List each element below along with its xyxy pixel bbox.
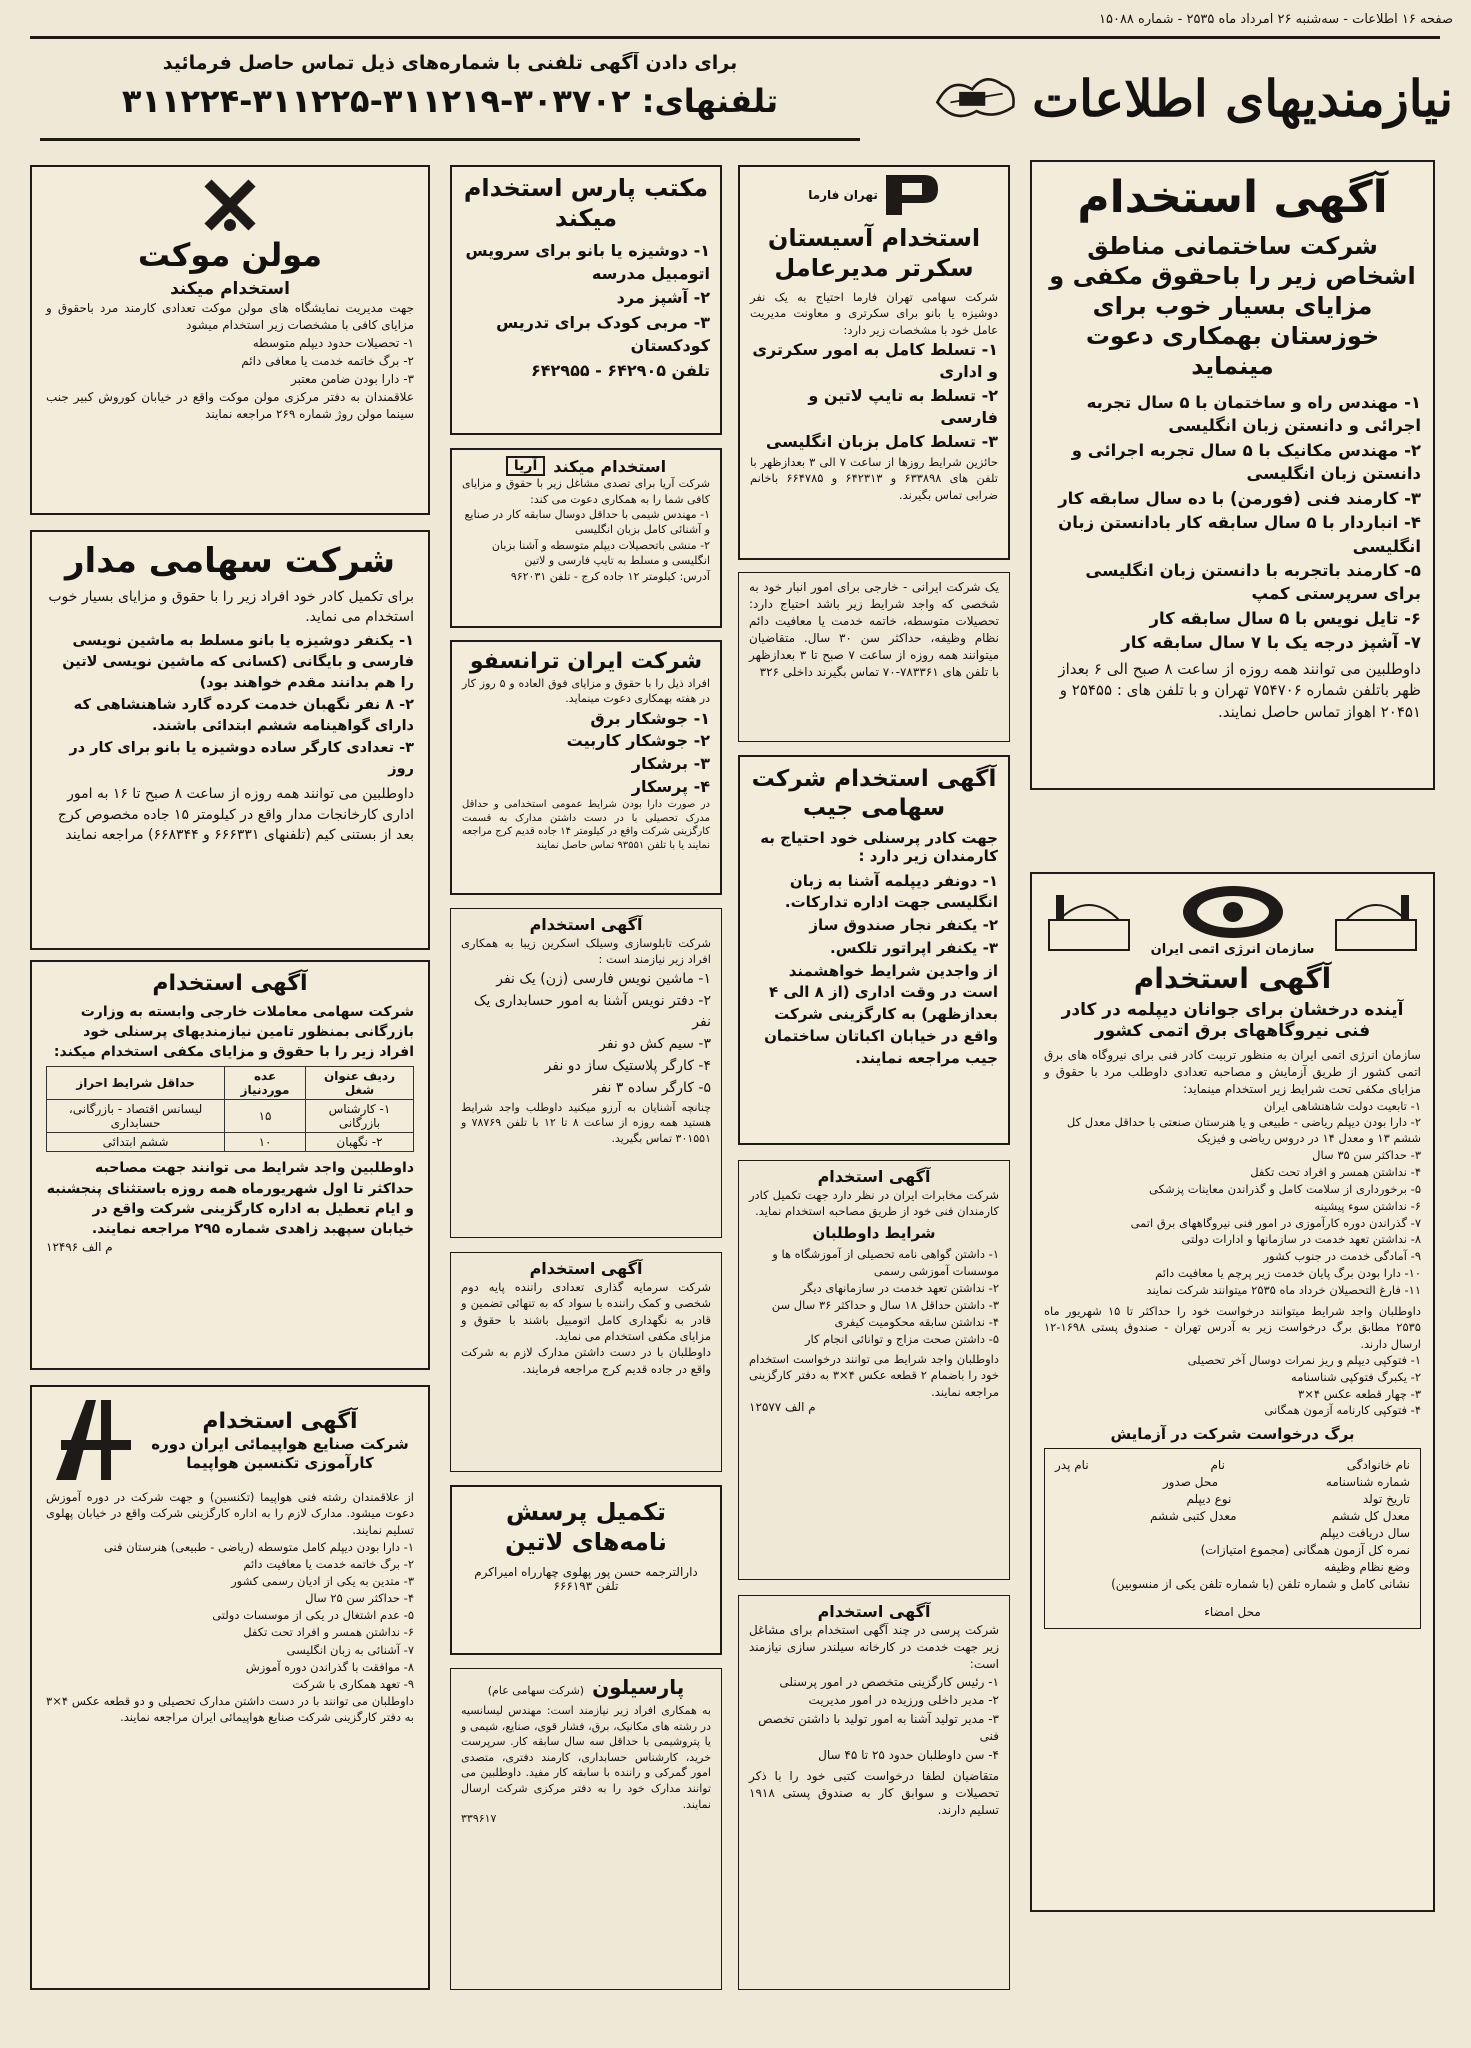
ad-madar-contact: داوطلبین می توانند همه روزه از ساعت ۸ صبح تا ۱۶ به امور اداری کارخانجات مدار واقع در کیلومتر ۱۵ جاده مخصوص کرج بعد از بستنی کیم (تلفنهای ۶۶۶۳۳۱ و ۶۶۸۳۴۴) مراجعه نمایند [57, 786, 414, 843]
list-item: ۱- دارا بودن دیپلم کامل متوسطه (ریاضی - طبیعی) هنرستان فنی [103, 1539, 414, 1554]
ad-khuzestan-contact: داوطلبین می توانند همه روزه از ساعت ۸ صبح الی ۶ بعداز ظهر باتلفن شماره ۷۵۴۷۰۶ تهران و با تلفن های : ۲۵۴۵۵ و ۲۰۴۵۱ اهواز تماس حاصل نمایند. [1058, 659, 1421, 722]
list-item: ۴- نداشتن سابقه محکومیت کیفری [834, 1314, 999, 1329]
farma-logo-icon [884, 173, 940, 217]
list-item: ۳- تسلط کامل بزبان انگلیسی [765, 431, 998, 451]
list-item: ۳- چهار قطعه عکس ۴×۳ [1298, 1386, 1421, 1401]
ad-mokhaberat-cond-title: شرایط داوطلبان [812, 1223, 936, 1242]
list-item: ۳- متدین به یکی از ادیان رسمی کشور [231, 1574, 414, 1589]
ad-latin [450, 1485, 722, 1655]
masthead [933, 48, 1453, 148]
ad-mokhaberat-contact: داوطلبان واجد شرایط می توانند درخواست استخدام خود را باضمام ۲ قطعه عکس ۴×۳ به دفتر کارگزینی مراجعه نمایند. [749, 1351, 999, 1399]
ad-havapeyma-list [46, 1539, 414, 1692]
ad-molen-brand: مولن موکت [137, 236, 323, 274]
phone-line [40, 82, 860, 120]
list-item: ۲- یکنفر نجار صندوق ساز [809, 916, 998, 934]
list-item: ۴- انباردار با ۵ سال سابقه کار بادانستن زبان انگلیسی [1058, 513, 1421, 556]
ad-atomic-docs [1044, 1353, 1421, 1419]
list-item: ۲- یکبرگ فتوکپی شناسنامه [1291, 1369, 1421, 1384]
list-item: ۲- دارا بودن دیپلم ریاضی - طبیعی و یا هنرستان صنعتی با حداقل معدل کل ششم ۱۳ و معدل ۱۴ در دروس ریاضی و فیزیک [1066, 1115, 1421, 1146]
ad-ranande-contact: داوطلبان با در دست داشتن مدارک لازم به شرکت واقع در جاده قدیم کرج مراجعه فرمایند. [461, 1345, 711, 1376]
ad-persi-contact: متقاضیان لطفا درخواست کتبی خود را با ذکر تحصیلات و سوابق کار به صندوق پستی ۱۹۱۸ تسلیم دارند. [749, 1769, 999, 1818]
ad-tamin-title: آگهی استخدام [152, 971, 308, 996]
list-item: ۲- آشپز مرد [616, 288, 710, 308]
ad-tamin [30, 960, 430, 1370]
reactor-building-icon [1331, 885, 1421, 955]
reactor-building-icon [1044, 885, 1134, 955]
form-row: شماره شناسنامه محل صدور [1162, 1475, 1410, 1490]
list-item: ۹- تعهد همکاری با شرکت [292, 1676, 414, 1691]
list-item: ۳- سیم کش دو نفر [599, 1035, 711, 1052]
ad-mokhaberat [738, 1160, 1010, 1580]
ad-contact-note: برای دادن آگهی تلفنی با شماره‌های ذیل تماس حاصل فرمائید [162, 52, 738, 74]
ad-jib-intro: جهت کادر پرسنلی خود احتیاج به کارمندان زیر دارد : [760, 828, 998, 865]
list-item: ۲- جوشکار کاربیت [566, 731, 710, 751]
ad-madar-title: شرکت سهامی مدار [64, 541, 396, 581]
form-row: نمره کل آزمون همگانی (مجموع امتیازات) [1200, 1543, 1410, 1558]
list-item: ۲- مهندس مکانیک با ۵ سال تجربه اجرائی و دانستن زبان انگلیسی [1071, 440, 1421, 484]
atomic-logo-icon [1178, 882, 1288, 942]
list-item: ۲- مدیر داخلی ورزیده در امور مدیریت [808, 1693, 999, 1708]
ad-arya-list [462, 508, 710, 568]
list-item: ۴- حداکثر سن ۲۵ سال [305, 1591, 414, 1606]
form-row: سال دریافت دیپلم [1320, 1526, 1410, 1541]
list-item: ۵- کارمند باتجربه با دانستن زبان انگلیسی برای سرپرستی کمپ [1085, 560, 1421, 604]
ad-latin-title: تکمیل پرسش نامه‌های لاتین [505, 1498, 667, 1556]
ad-transfo-intro: افراد ذیل را با حقوق و مزایای فوق العاده و ۵ روز کار در هفته بهمکاری دعوت مینماید. [462, 676, 710, 706]
ad-madar-list [46, 631, 414, 780]
form-row: محل امضاء [1204, 1605, 1261, 1620]
list-item: ۹- آمادگی خدمت در جنوب کشور [1263, 1249, 1421, 1264]
list-item: ۳- کارمند فنی (فورمن) با ده سال سابقه کار [1058, 488, 1421, 508]
form-row: نام خانوادگی نام نام پدر [1055, 1458, 1410, 1473]
aircraft-industries-logo-icon [46, 1395, 136, 1485]
ad-transfo [450, 640, 722, 895]
ad-parsilon-ref: ۳۳۹۶۱۷ [461, 1812, 497, 1826]
list-item: ۷- آشپز درجه یک با ۷ سال سابقه کار [1121, 633, 1421, 653]
ad-transfo-contact: در صورت دارا بودن شرایط عمومی استخدامی و حداقل مدرک تحصیلی با در دست داشتن مدارک به قسمت کارگزینی شرکت واقع در کیلومتر ۱۴ جاده قدیم کرج مراجعه نمایند یا با تلفن ۹۳۵۵۱ تماس حاصل نمایند [462, 799, 711, 851]
ad-ranande-title: آگهی استخدام [529, 1259, 643, 1278]
ad-tabloo-intro: شرکت تابلوسازی وسیلک اسکرین زیبا به همکاری افراد زیر نیازمند است : [461, 936, 711, 967]
list-item: ۱- تسلط کامل به امور سکرتری و اداری [752, 339, 998, 382]
ad-molen-title: استخدام میکند [170, 279, 290, 299]
list-item: ۱۱- فارغ التحصیلان خرداد ماه ۲۵۳۵ میتوانند شرکت نمایند [1146, 1283, 1421, 1298]
list-item: ۱- دوشیزه یا بانو برای سرویس اتومبیل مدرسه [465, 241, 710, 284]
list-item: ۷- آشنائی به زبان انگلیسی [286, 1642, 414, 1657]
list-item: ۱- ماشین نویس فارسی (زن) یک نفر [496, 970, 711, 987]
header-bottom-rule [40, 138, 860, 141]
ad-arya-intro: شرکت آریا برای تصدی مشاغل زیر با حقوق و مزایای کافی شما را به همکاری دعوت می کند: [462, 477, 710, 506]
list-item: ۸- موافقت با گذراندن دوره آموزش [245, 1659, 414, 1674]
ad-atomic-form-title: برگ درخواست شرکت در آزمایش [1110, 1425, 1355, 1444]
ad-atomic-title: آگهی استخدام [1133, 962, 1332, 995]
ad-molen-list [46, 335, 414, 387]
list-item: ۶- نداشتن همسر و افراد تحت تکفل [243, 1625, 414, 1640]
list-item: ۵- برخورداری از سلامت کامل و گذراندن معاینات پزشکی [1149, 1181, 1421, 1196]
list-item: ۱- داشتن گواهی نامه تحصیلی از آموزشگاه ها و موسسات آموزشی رسمی [772, 1247, 999, 1278]
ad-mokhaberat-list [749, 1246, 999, 1347]
ad-tamin-ref: م الف ۱۲۴۹۶ [46, 1239, 113, 1254]
list-item: ۵- کارگر ساده ۳ نفر [592, 1079, 711, 1096]
ad-parsilon-title: پارسیلون [592, 1675, 685, 1699]
ad-tamin-intro: شرکت سهامی معاملات خارجی وابسته به وزارت بازرگانی بمنظور تامین نیازمندیهای پرسنلی خود افراد زیر را با حقوق و مزایای مکفی استخدام میکند: [53, 1003, 414, 1061]
list-item: ۴- نداشتن همسر و افراد تحت تکفل [1250, 1165, 1421, 1180]
ad-persi-intro: شرکت پرسی در چند آگهی استخدام برای مشاغل زیر جهت خدمت در کارخانه سیلندر سازی نیازمند است: [749, 1623, 999, 1672]
ad-ranande-intro: شرکت سرمایه گذاری تعدادی راننده پایه دوم شخصی و کمک راننده با سواد که به تنهائی تضمین و قادر به نگهداری کامل اتومبیل باشند با حقوق و مزایای مکفی استخدام می نماید. [461, 1280, 711, 1343]
list-item: ۵- داشتن صحت مزاج و توانائی انجام کار [804, 1331, 999, 1346]
ad-transfo-title: شرکت ایران ترانسفو [469, 649, 703, 674]
ad-havapeyma-intro: از علاقمندان رشته فنی هواپیما (تکنسین) و جهت شرکت در دوره آموزش دعوت میشود. مدارک لازم را به اداره کارگزینی شرکت واقع در خیابان پهلوی تسلیم نمایند. [46, 1490, 414, 1537]
list-item: ۲- ۸ نفر نگهبان خدمت کرده گارد شاهنشاهی که دارای گواهینامه ششم ابتدائی باشند. [73, 697, 414, 735]
ad-farma [738, 165, 1010, 560]
ad-khuzestan [1030, 160, 1435, 790]
list-item: ۳- مدیر تولید آشنا به امور تولید با داشتن تخصص فنی [758, 1711, 999, 1744]
list-item: ۳- برشکار [631, 753, 710, 773]
ad-jib-list [750, 871, 998, 960]
ad-molen [30, 165, 430, 515]
ad-persi-list [749, 1674, 999, 1764]
list-item: ۱- یکنفر دوشیزه یا بانو مسلط به ماشین نویسی فارسی و بایگانی (کسانی که ماشین نویسی لاتین را هم بدانند مقدم خواهند بود) [62, 633, 414, 692]
list-item: ۱- تحصیلات حدود دیپلم متوسطه [252, 336, 414, 351]
ad-havapeyma [30, 1385, 430, 1990]
list-item: ۸- نداشتن تعهد خدمت در سازمانها و ادارات دولتی [1181, 1232, 1421, 1247]
ad-arya [450, 448, 722, 628]
ad-mokhaberat-intro: شرکت مخابرات ایران در نظر دارد جهت تکمیل کادر کارمندان فنی خود از طریق مصاحبه استخدام نماید. [749, 1188, 999, 1219]
ad-maktab-list [462, 239, 710, 357]
ad-tamin-contact: داوطلبین واجد شرایط می توانند جهت مصاحبه حداکثر تا اول شهریورماه همه روزه باستثنای پنجشنبه و ایام تعطیل به اداره کارگزینی شرکت واقع در خیابان سپهبد زاهدی شماره ۲۹۵ مراجعه نمایند. [46, 1160, 414, 1238]
list-item: ۱- رئیس کارگزینی متخصص در امور پرسنلی [779, 1675, 999, 1690]
list-item: ۵- عدم اشتغال در یکی از موسسات دولتی [212, 1608, 414, 1623]
ad-mokhaberat-ref: م الف ۱۲۵۷۷ [749, 1399, 816, 1414]
form-row: معدل کل ششم معدل کتبی ششم [1150, 1509, 1410, 1524]
ad-farma-intro: شرکت سهامی تهران فارما احتیاج به یک نفر دوشیزه یا بانو برای سکرتری و معاونت مدیریت عامل خود با مشخصات زیر دارد: [750, 290, 998, 337]
ad-jib [738, 755, 1010, 1145]
form-row: نشانی کامل و شماره تلفن (با شماره تلفن یکی از منسوبین) [1111, 1577, 1410, 1592]
ad-maktab [450, 165, 722, 435]
ad-havapeyma-contact: داوطلبان می توانند با در دست داشتن مدارک تحصیلی و دو قطعه عکس ۴×۳ به دفتر کارگزینی شرکت صنایع هواپیمائی ایران مراجعه نمایند. [46, 1693, 414, 1725]
list-item: ۱- مهندس راه و ساختمان با ۵ سال تجربه اجرائی و دانستن زبان انگلیسی [1086, 393, 1421, 436]
ad-parsilon-text: به همکاری افراد زیر نیازمند است: مهندس لیسانسیه در رشته های مکانیک، برق، فشار قوی، صنایع، شیمی و یا پتروشیمی با حداقل سه سال سابقه کار. سرپرست خرید، کارشناس حسابداری، کارمند دفتری، متصدی امور گمرکی و راننده با سابقه کار مفید. داوطلبین می توانند مدارک خود را به دفتر مرکزی شرکت ارسال نمایند. [461, 1704, 711, 1811]
list-item: ۴- سن داوطلبان حدود ۲۵ تا ۴۵ سال [818, 1747, 999, 1762]
ad-maktab-title: مکتب پارس استخدام میکند [463, 174, 709, 232]
ad-havapeyma-title: آگهی استخدام [202, 1408, 358, 1434]
list-item: ۴- کارگر پلاستیک ساز دو نفر [544, 1057, 711, 1074]
list-item: ۱- مهندس شیمی با حداقل دوسال سابقه کار در صنایع و آشنائی کامل بزبان انگلیسی [464, 508, 710, 537]
list-item: ۳- تعدادی کارگر ساده دوشیزه یا بانو برای کار در روز [69, 740, 414, 778]
ad-persi-title: آگهی استخدام [817, 1602, 931, 1621]
ad-tabloo-list [461, 969, 711, 1099]
ad-madar-intro: برای تکمیل کادر خود افراد زیر را با حقوق و مزایای بسیار خوب استخدام می نماید. [48, 588, 414, 625]
ad-farma-contact: حائزین شرایط روزها از ساعت ۷ الی ۳ بعدازظهر با تلفن های ۶۳۳۸۹۸ و ۶۴۲۳۱۳ و ۶۶۴۷۸۵ باخانم ضرابی تماس بگیرند. [750, 454, 999, 502]
list-item: ۱- جوشکار برق [590, 708, 710, 728]
ad-arya-contact: آدرس: کیلومتر ۱۲ جاده کرج - تلفن ۹۶۲۰۳۱ [510, 569, 710, 583]
ad-madar [30, 530, 430, 950]
list-item: ۱- فتوکپی دیپلم و ریز نمرات دوسال آخر تحصیلی [1187, 1352, 1421, 1367]
ad-tabloo-contact: چنانچه آشنایان به آرزو میکنید داوطلب واجد شرایط هستید همه روزه از ساعت ۸ تا ۱۲ با تلفن ۷۸۷۶۹ و ۳۰۱۵۵۱ تماس بگیرید. [461, 1100, 712, 1145]
form-row: وضع نظام وظیفه [1324, 1560, 1410, 1575]
ad-parsilon-subtitle: (شرکت سهامی عام) [487, 1684, 585, 1697]
masthead-emblem-icon [933, 63, 1020, 133]
ad-molen-contact: علاقمندان به دفتر مرکزی مولن موکت واقع در خیابان کوروش کبیر جنب سینما مولن روژ شماره ۲۶۹ مراجعه نمایند [46, 389, 414, 421]
list-item: ۲- برگ خاتمه خدمت یا معافی دائم [241, 354, 414, 369]
table-row: ۲- نگهبان ۱۰ ششم ابتدائی [47, 1133, 414, 1152]
list-item: ۶- نداشتن سوء پیشینه [1314, 1198, 1421, 1213]
list-item: ۲- برگ خاتمه خدمت یا معافیت دائم [243, 1557, 414, 1572]
ad-parsilon [450, 1668, 722, 1990]
list-item: ۲- منشی باتحصیلات دیپلم متوسطه و آشنا بزبان انگلیسی و مسلط به تایپ فارسی و لاتین [491, 538, 710, 567]
list-item: ۷- گذراندن دوره کارآموزی در امور فنی نیروگاههای برق اتمی [1130, 1215, 1421, 1230]
ad-persi [738, 1595, 1010, 1990]
atomic-logo-row [1044, 882, 1421, 957]
phones-numbers: ۳۰۳۷۰۲-۳۱۱۲۱۹-۳۱۱۲۲۵-۳۱۱۲۲۴ [121, 82, 631, 120]
masthead-title: نیازمندیهای اطلاعات [1032, 68, 1453, 128]
list-item: ۲- نداشتن تعهد خدمت در سازمانهای دیگر [800, 1280, 999, 1295]
ad-jib-title: آگهی استخدام شرکت سهامی جیب [751, 766, 997, 821]
ad-mokhaberat-title: آگهی استخدام [817, 1167, 931, 1186]
list-item: ۴- فتوکپی کارنامه آزمون همگانی [1264, 1403, 1421, 1418]
ad-ranande [450, 1252, 722, 1472]
ad-farma-list [750, 339, 998, 453]
table-header: ردیف عنوان شغل عده موردنیاز حداقل شرایط احراز [47, 1067, 414, 1100]
form-row: تاریخ تولد نوع دیپلم [1186, 1492, 1410, 1507]
molen-logo-icon [200, 175, 260, 235]
list-item: ۶- تایل نویس با ۵ سال سابقه کار [1149, 608, 1421, 628]
ad-molen-intro: جهت مدیریت نمایشگاه های مولن موکت تعدادی کارمند مرد باحقوق و مزایای کافی با مشخصات زیر استخدام میشود [46, 301, 414, 333]
ad-arya-title: استخدام میکند [553, 456, 667, 476]
list-item: ۱- دونفر دیپلمه آشنا به زبان انگلیسی جهت اداره تدارکات. [784, 871, 998, 912]
ad-khuzestan-list [1044, 391, 1421, 655]
ad-tabloo-title: آگهی استخدام [529, 915, 643, 934]
table-row: ۱- کارشناس بازرگانی ۱۵ لیسانس اقتصاد - بازرگانی، حسابداری [47, 1100, 414, 1133]
ad-havapeyma-subtitle: شرکت صنایع هواپیمائی ایران دوره کارآموزی تکنسین هواپیما [151, 1435, 409, 1472]
ad-latin-text: دارالترجمه حسن پور پهلوی چهارراه امیراکرم تلفن ۶۶۶۱۹۳ [474, 1565, 698, 1593]
list-item: ۱- تابعیت دولت شاهنشاهی ایران [1263, 1098, 1421, 1113]
ad-transfo-list [462, 708, 710, 797]
list-item: ۳- مربی کودک برای تدریس کودکستان [496, 312, 710, 355]
ad-maktab-phone: تلفن ۶۴۲۹۰۵ - ۶۴۲۹۵۵ [531, 360, 710, 380]
ad-khuzestan-title: آگهی استخدام [1077, 172, 1388, 223]
list-item: ۳- دارا بودن ضامن معتبر [290, 371, 414, 386]
ad-farma-title: استخدام آسیستان سکرتر مدیرعامل [767, 224, 981, 282]
ad-misc [738, 572, 1010, 742]
list-item: ۳- حداکثر سن ۳۵ سال [1312, 1148, 1421, 1163]
ad-tabloo [450, 908, 722, 1238]
atomic-org-name: سازمان انرژی اتمی ایران [1150, 942, 1315, 957]
list-item: ۲- دفتر نویس آشنا به امور حسابداری یک نفر [473, 992, 711, 1030]
header-top-rule [30, 36, 1440, 39]
farma-logo-text: تهران فارما [808, 188, 878, 202]
ad-atomic-subtitle: آینده درخشان برای جوانان دیپلمه در کادر فنی نیروگاههای برق اتمی کشور [1061, 1000, 1404, 1042]
list-item: ۱۰- دارا بودن برگ پایان خدمت زیر پرچم یا معافیت دائم [1155, 1266, 1421, 1281]
list-item: ۳- یکنفر اپراتور تلکس. [830, 938, 998, 957]
ad-atomic-list [1044, 1099, 1421, 1299]
jobs-table [46, 1066, 414, 1152]
ad-atomic-extra: داوطلبان واجد شرایط میتوانند درخواست خود را حداکثر تا ۱۵ شهریور ماه ۲۵۳۵ مطابق برگ درخواست زیر به آدرس تهران - صندوق پستی ۱۶۹۸-۱۲ ارسال دارند. [1044, 1303, 1421, 1351]
ad-atomic-intro: سازمان انرژی اتمی ایران به منظور تربیت کادر فنی برای نیروگاه های برق اتمی کشور از طریق آزمایش و مصاحبه تعدادی داوطلب مرد با حقوق و مزایای مکفی تحت شرایط زیر استخدام مینماید: [1044, 1047, 1421, 1096]
list-item: ۴- پرسکار [631, 776, 710, 796]
ad-khuzestan-subtitle: شرکت ساختمانی مناطق اشخاص زیر را باحقوق مکفی و مزایای بسیار خوب برای خوزستان بهمکاری دعوت مینماید [1049, 232, 1416, 380]
list-item: ۳- داشتن حداقل ۱۸ سال و حداکثر ۳۶ سال سن [771, 1297, 999, 1312]
ad-jib-contact: از واجدین شرایط خواهشمند است در وقت اداری (از ۸ الی ۴ بعدازظهر) به کارگزینی شرکت واقع در خیابان اکباتان ساختمان جیب مراجعه نمایند. [764, 961, 998, 1067]
list-item: ۲- تسلط به تایپ لاتین و فارسی [808, 385, 998, 428]
ad-atomic [1030, 872, 1435, 1912]
application-form [1044, 1448, 1421, 1629]
ad-misc-text: یک شرکت ایرانی - خارجی برای امور انبار خود به شخصی که واجد شرایط زیر باشد احتیاج دارد: تحصیلات متوسطه، خاتمه خدمت یا معافیت دائم نظام وظیفه، حداکثر سن ۳۰ سال. متقاضیان میتوانند همه روزه از ساعت ۷ صبح تا ۳ بعدازظهر با تلفن های ۷۸۳۳۶۱-۷۰ تماس بگیرند داخلی ۳۲۶ [749, 580, 999, 680]
phones-label: تلفنهای: [641, 82, 779, 120]
arya-logo: آریا [506, 456, 545, 476]
page-info: صفحه ۱۶ اطلاعات - سه‌شنبه ۲۶ امرداد ماه ۲۵۳۵ - شماره ۱۵۰۸۸ [1099, 12, 1453, 27]
